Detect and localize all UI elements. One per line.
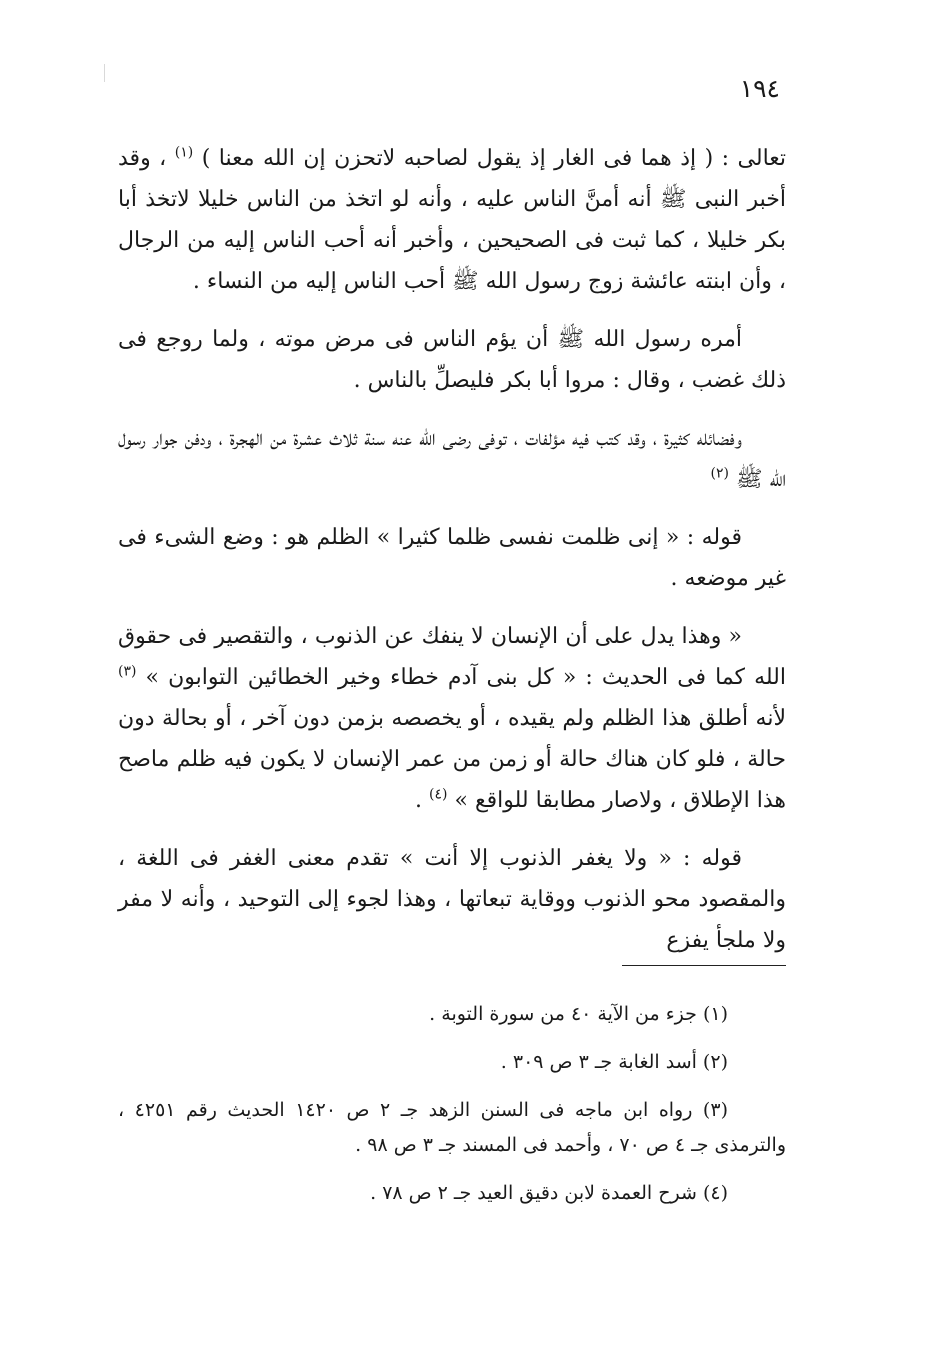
paragraph-text: أمره رسول الله ﷺ أن يؤم الناس فى مرض موته ، ولما روجع فى ذلك غضب ، وقال : مروا أبا بكر فليصلِّ بالناس . xyxy=(118,327,786,393)
page-number: ١٩٤ xyxy=(739,74,780,103)
footnotes xyxy=(118,997,786,1224)
paragraph-text: لأنه أطلق هذا الظلم ولم يقيده ، أو يخصصه بزمن دون آخر ، أو بحالة دون حالة ، فلو كان هناك حالة أو زمن من عمر الإنسان لا يكون فيه ظلم ماصح هذا الإطلاق ، ولاصار مطابقا للواقع » xyxy=(118,706,786,813)
paragraph-text: « وهذا يدل على أن الإنسان لا ينفك عن الذنوب ، والتقصير فى حقوق الله كما فى الحديث : « كل بنى آدم خطاء وخير الخطائين التوابون » xyxy=(118,624,786,690)
paragraph-text: ، وقد أخبر النبى ﷺ أنه أمنَّ الناس عليه ، وأنه لو اتخذ من الناس خليلا لاتخذ أبا بكر خليلا ، كما ثبت فى الصحيحين ، وأخبر أنه أحب الناس إليه من الرجال ، وأن ابنته عائشة زوج رسول الله ﷺ أحب الناس إليه من النساء . xyxy=(118,146,786,294)
footnote-2: (٢) أسد الغابة جـ ٣ ص ٣٠٩ . xyxy=(500,1051,728,1073)
scan-margin-mark xyxy=(104,64,105,82)
footnote-ref-2: (٢) xyxy=(710,465,729,482)
paragraph-forgiveness xyxy=(118,838,786,961)
main-text xyxy=(118,138,786,978)
footnote-4: (٤) شرح العمدة لابن دقيق العيد جـ ٢ ص ٧٨ . xyxy=(370,1182,728,1204)
footnote-ref-3: (٣) xyxy=(118,663,137,680)
footnote-1: (١) جزء من الآية ٤٠ من سورة التوبة . xyxy=(429,1003,728,1025)
paragraph-text: قوله : « ولا يغفر الذنوب إلا أنت » تقدم معنى الغفر فى اللغة ، والمقصود محو الذنوب ووقاية تبعاتها ، وهذا لجوء إلى التوحيد ، وأنه لا مفر ولا ملجأ يفزع xyxy=(118,846,786,953)
paragraph-text: قوله : « إنى ظلمت نفسى ظلما كثيرا » الظلم هو : وضع الشىء فى غير موضعه . xyxy=(118,525,786,591)
paragraph-zulm-definition xyxy=(118,517,786,599)
paragraph-virtues xyxy=(118,418,786,500)
paragraph-text: . xyxy=(415,788,430,813)
paragraph-text: وفضائله كثيرة ، وقد كتب فيه مؤلفات ، توفى رضى الله عنه سنة ثلاث عشرة من الهجرة ، ودفن جوار رسول الله ﷺ xyxy=(118,426,786,492)
paragraph-sins-hadith xyxy=(118,616,786,821)
footnote-divider xyxy=(622,965,786,966)
paragraph-abu-bakr-cave xyxy=(118,138,786,302)
footnote-3: (٣) رواه ابن ماجه فى السنن الزهد جـ ٢ ص ١٤٢٠ الحديث رقم ٤٢٥١ ، والترمذى جـ ٤ ص ٧٠ ، وأحمد فى المسند جـ ٣ ص ٩٨ . xyxy=(118,1099,786,1156)
paragraph-text: تعالى : ( إذ هما فى الغار إذ يقول لصاحبه لاتحزن إن الله معنا ) xyxy=(193,146,787,171)
footnote-ref-4: (٤) xyxy=(429,786,448,803)
paragraph-prayer-leading xyxy=(118,319,786,401)
footnote-ref-1: (١) xyxy=(174,144,194,161)
